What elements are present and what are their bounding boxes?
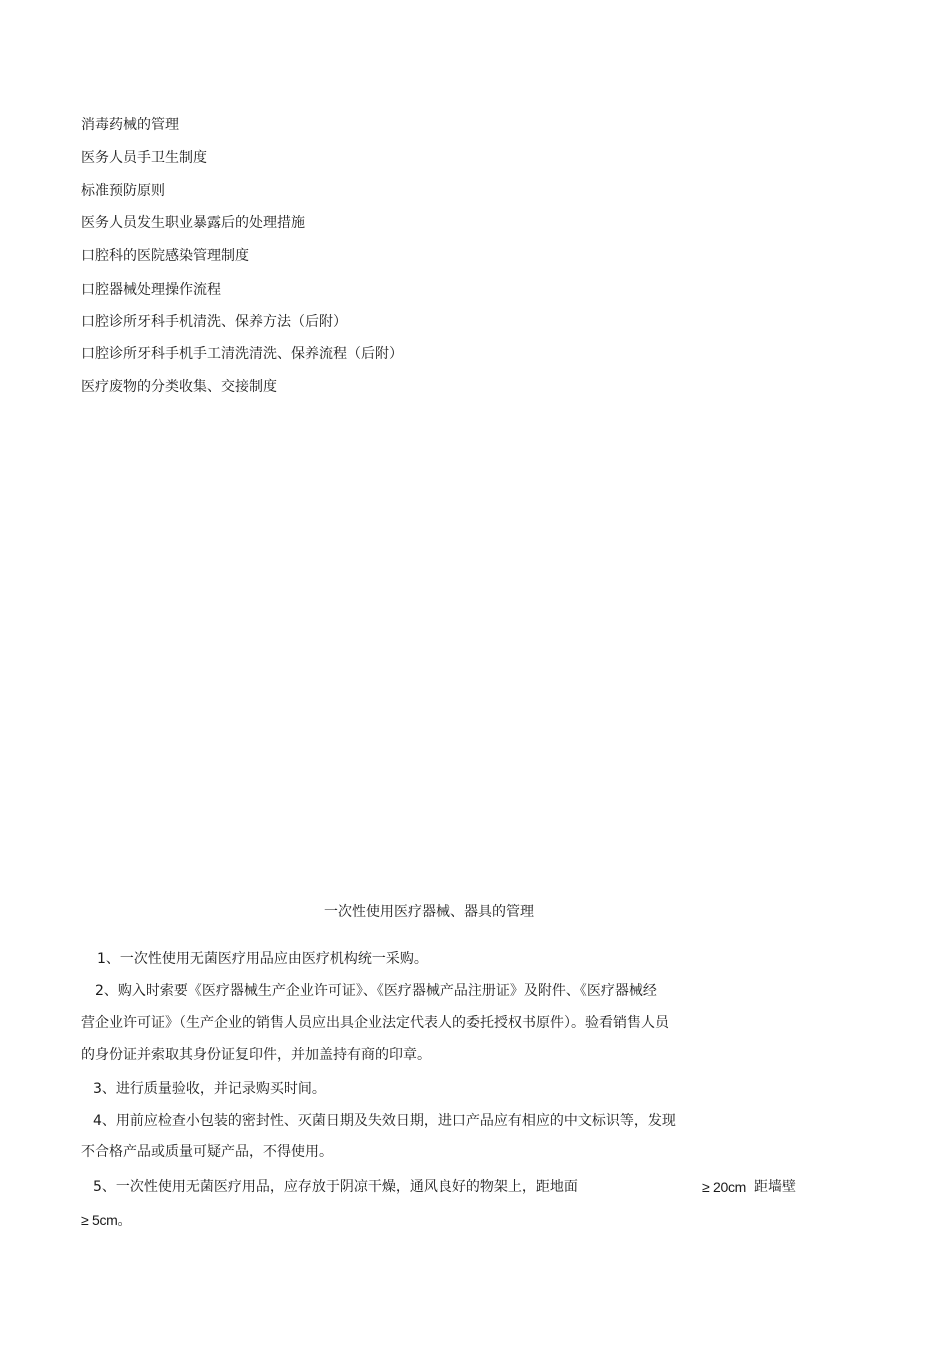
toc-item: 口腔诊所牙科手机手工清洗清洗、保养流程（后附） [81, 346, 403, 362]
paragraph-line: 距墙壁 [754, 1179, 796, 1195]
toc-item: 口腔科的医院感染管理制度 [81, 248, 249, 264]
toc-item: 口腔器械处理操作流程 [81, 282, 221, 298]
toc-item: 医疗废物的分类收集、交接制度 [81, 379, 277, 395]
toc-item: 口腔诊所牙科手机清洗、保养方法（后附） [81, 314, 347, 330]
measure-wall: ≥ 5cm。 [81, 1212, 132, 1228]
paragraph-line: 3、进行质量验收，并记录购买时间。 [93, 1081, 326, 1097]
paragraph-line: 营企业许可证》（生产企业的销售人员应出具企业法定代表人的委托授权书原件）。验看销售人员 [81, 1015, 669, 1031]
measure-floor: ≥ 20cm [702, 1179, 747, 1195]
toc-item: 医务人员发生职业暴露后的处理措施 [81, 215, 305, 231]
paragraph-line: 2、购入时索要《医疗器械生产企业许可证》、《医疗器械产品注册证》及附件、《医疗器械经 [95, 983, 657, 999]
toc-item: 标准预防原则 [81, 183, 165, 199]
paragraph-line: 5、一次性使用无菌医疗用品，应存放于阴凉干燥，通风良好的物架上，距地面 [93, 1179, 578, 1195]
toc-item: 医务人员手卫生制度 [81, 150, 207, 166]
paragraph-line: 4、用前应检查小包装的密封性、灭菌日期及失效日期，进口产品应有相应的中文标识等，发现 [93, 1113, 676, 1129]
section-title: 一次性使用医疗器械、器具的管理 [324, 904, 534, 920]
paragraph-line: 的身份证并索取其身份证复印件，并加盖持有商的印章。 [81, 1047, 431, 1063]
toc-item: 消毒药械的管理 [81, 117, 179, 133]
paragraph-line: 不合格产品或质量可疑产品，不得使用。 [81, 1144, 333, 1160]
paragraph-line: 1、一次性使用无菌医疗用品应由医疗机构统一采购。 [97, 951, 428, 967]
